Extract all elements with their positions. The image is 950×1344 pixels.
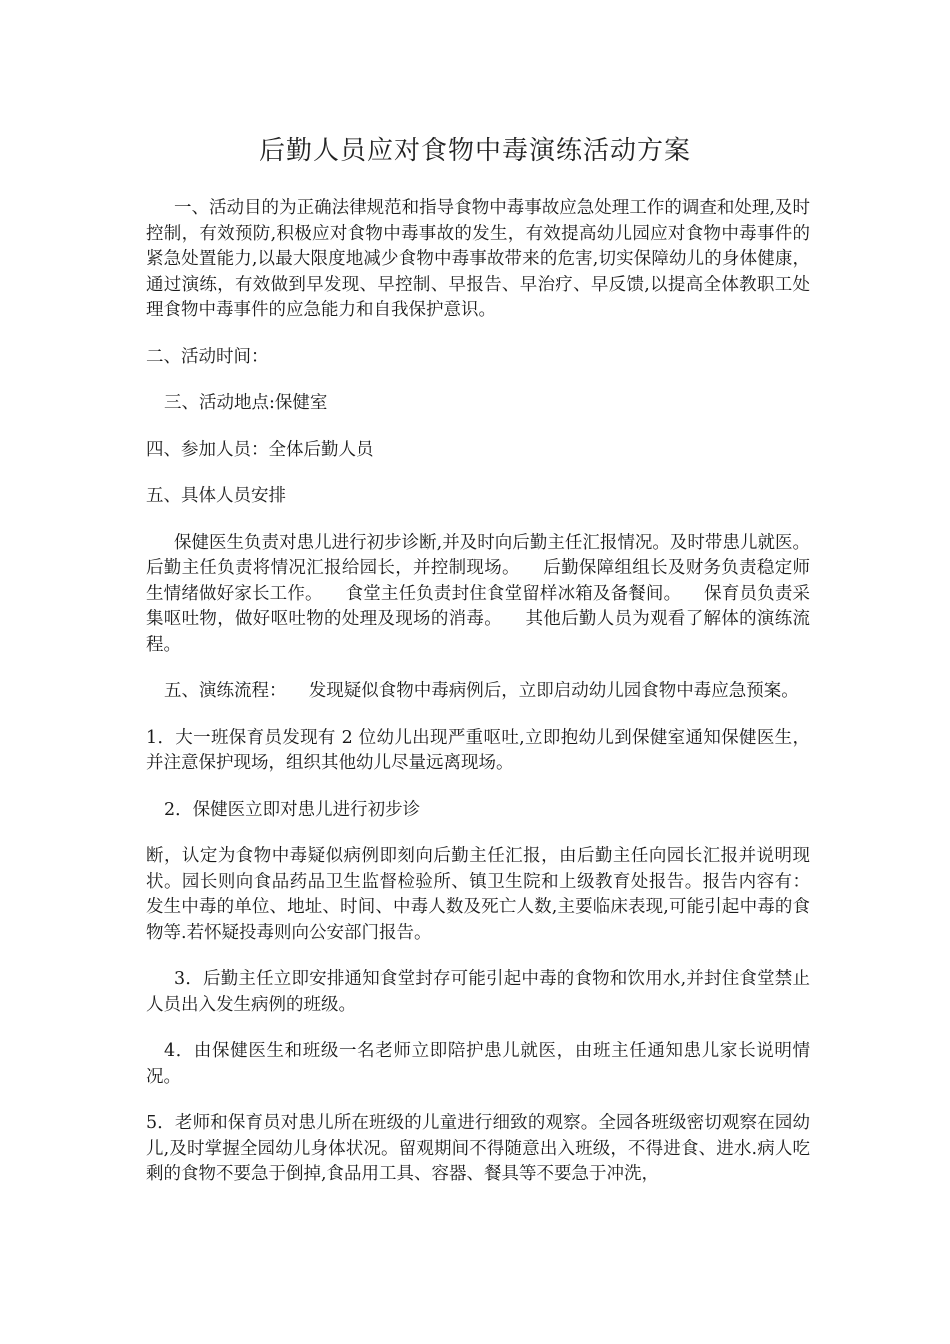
- paragraph-step-2-continued: 断，认定为食物中毒疑似病例即刻向后勤主任汇报，由后勤主任向园长汇报并说明现状。园长则向食品药品卫生监督检验所、镇卫生院和上级教育处报告。报告内容有：发生中毒的单位、地址、时间、中毒人数及死亡人数,主要临床表现,可能引起中毒的食物等.若怀疑投毒则向公安部门报告。: [146, 846, 810, 943]
- paragraph-procedure: 五、演练流程： 发现疑似食物中毒病例后，立即启动幼儿园食物中毒应急预案。: [164, 681, 799, 701]
- paragraph-purpose: 一、活动目的为正确法律规范和指导食物中毒事故应急处理工作的调查和处理,及时控制，有效预防,积极应对食物中毒事故的发生，有效提高幼儿园应对食物中毒事件的紧急处置能力,以最大限度地减少食物中毒事故带来的危害,切实保障幼儿的身体健康，通过演练，有效做到早发现、早控制、早报告、早治疗、早反馈,以提高全体教职工处理食物中毒事件的应急能力和自我保护意识。: [146, 198, 810, 320]
- paragraph-step-1: 1．大一班保育员发现有 2 位幼儿出现严重呕吐,立即抱幼儿到保健室通知保健医生，并注意保护现场，组织其他幼儿尽量远离现场。: [146, 727, 810, 773]
- paragraph-step-5: 5．老师和保育员对患儿所在班级的儿童进行细致的观察。全园各班级密切观察在园幼儿,及时掌握全园幼儿身体状况。留观期间不得随意出入班级，不得进食、进水.病人吃剩的食物不要急于倒掉,食品用工具、容器、餐具等不要急于冲洗，: [146, 1113, 810, 1184]
- paragraph-arrangement-heading: 五、具体人员安排: [146, 486, 286, 506]
- paragraph-step-3: 3．后勤主任立即安排通知食堂封存可能引起中毒的食物和饮用水,并封住食堂禁止人员出入发生病例的班级。: [146, 969, 810, 1015]
- document-body: [146, 196, 810, 1209]
- paragraph-location: 三、活动地点:保健室: [164, 393, 328, 413]
- paragraph-step-4: 4．由保健医生和班级一名老师立即陪护患儿就医，由班主任通知患儿家长说明情况。: [146, 1041, 810, 1087]
- paragraph-arrangement: 保健医生负责对患儿进行初步诊断,并及时向后勤主任汇报情况。及时带患儿就医。后勤主任负责将情况汇报给园长，并控制现场。 后勤保障组组长及财务负责稳定师生情绪做好家长工作。 食堂主任负责封住食堂留样冰箱及备餐间。 保育员负责采集呕吐物，做好呕吐物的处理及现场的消毒。 其他后勤人员为观看了解体的演练流程。: [146, 532, 810, 655]
- document-title: 后勤人员应对食物中毒演练活动方案: [258, 136, 691, 166]
- paragraph-step-2: 2．保健医立即对患儿进行初步诊: [164, 799, 421, 820]
- paragraph-time: 二、活动时间：: [146, 346, 269, 367]
- paragraph-participants: 四、参加人员：全体后勤人员: [146, 439, 374, 460]
